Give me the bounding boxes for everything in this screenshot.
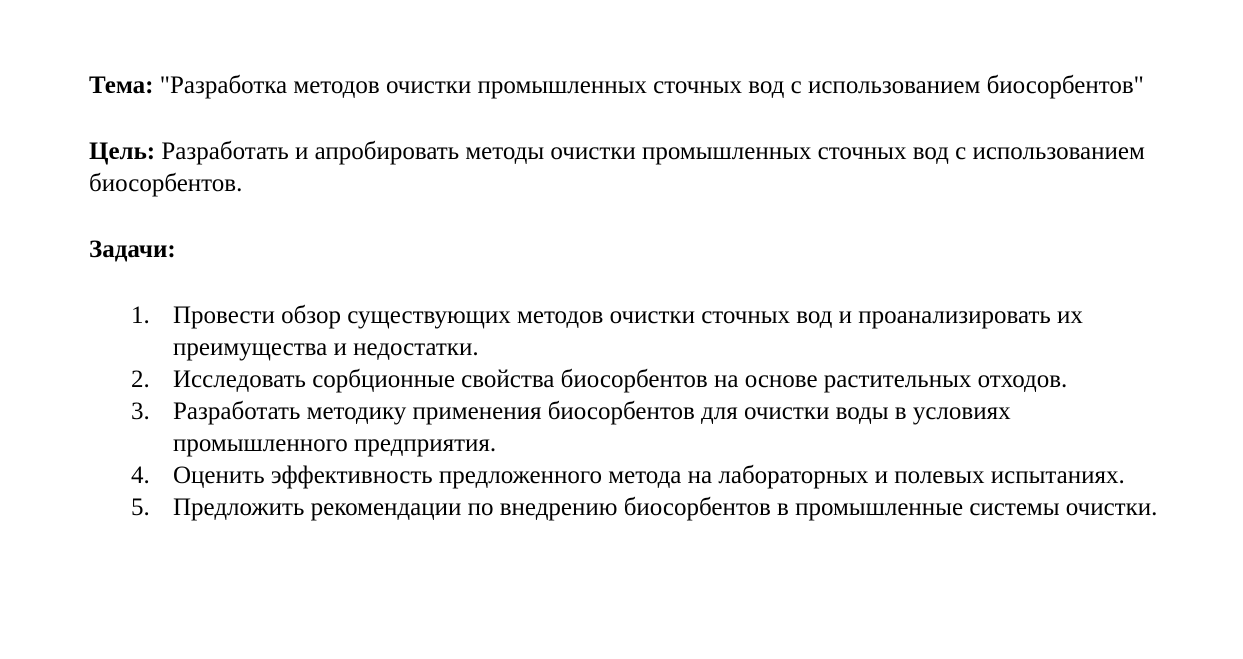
- list-item-text: Разработать методику применения биосорбентов для очистки воды в условиях промышленного предприятия.: [173, 398, 1011, 457]
- tasks-heading-label: Задачи:: [89, 236, 176, 263]
- topic-text: "Разработка методов очистки промышленных сточных вод с использованием биосорбентов": [159, 72, 1144, 99]
- goal-paragraph: [89, 136, 1199, 200]
- list-item-text: Предложить рекомендации по внедрению биосорбентов в промышленные системы очистки.: [173, 494, 1158, 521]
- list-item-text: Провести обзор существующих методов очистки сточных вод и проанализировать их преимущества и недостатки.: [173, 302, 1083, 361]
- list-item-number: 5.: [131, 494, 150, 521]
- list-item: [89, 396, 1183, 460]
- tasks-list: [89, 300, 1199, 524]
- list-item-number: 2.: [131, 366, 150, 393]
- tasks-heading: [89, 234, 1199, 266]
- list-item: [89, 492, 1183, 524]
- list-item: [89, 460, 1183, 492]
- goal-text: Разработать и апробировать методы очистки промышленных сточных вод с использованием биосорбентов.: [89, 138, 1145, 197]
- list-item-text: Оценить эффективность предложенного метода на лабораторных и полевых испытаниях.: [173, 462, 1125, 489]
- list-item-number: 3.: [131, 398, 150, 425]
- document-body: [89, 70, 1199, 524]
- list-item: [89, 300, 1183, 364]
- topic-paragraph: [89, 70, 1199, 102]
- topic-label: Тема:: [89, 72, 154, 99]
- list-item-text: Исследовать сорбционные свойства биосорбентов на основе растительных отходов.: [173, 366, 1068, 393]
- list-item: [89, 364, 1183, 396]
- list-item-number: 1.: [131, 302, 150, 329]
- goal-label: Цель:: [89, 138, 156, 165]
- list-item-number: 4.: [131, 462, 150, 489]
